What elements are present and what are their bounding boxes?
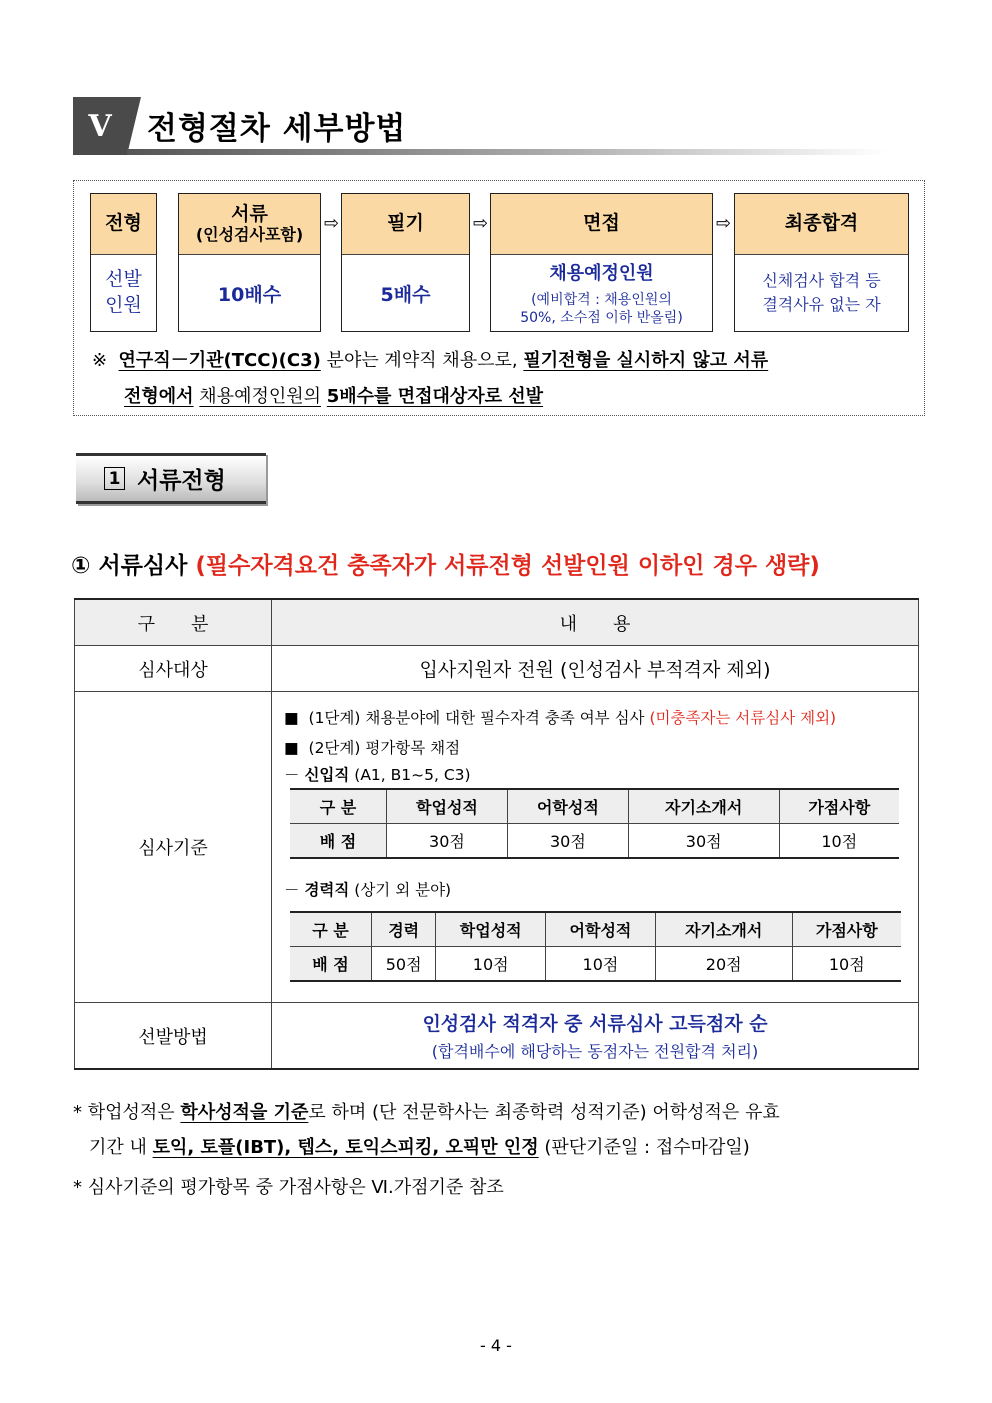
new-hire-label: － 신입직 (A1, B1~5, C3) bbox=[284, 766, 471, 784]
step-subnote-1: (예비합격 : 채용인원의 bbox=[531, 291, 672, 308]
new-hire-score-table bbox=[290, 788, 899, 859]
section-title: 전형절차 세부방법 bbox=[147, 111, 407, 147]
criteria-step2: ■ (2단계) 평가항목 채점 bbox=[284, 739, 461, 757]
step-value: 10배수 bbox=[217, 283, 282, 306]
step-subnote-2: 50%, 소수점 이하 반올림) bbox=[520, 310, 683, 326]
process-step-document bbox=[178, 193, 321, 332]
process-row-label bbox=[90, 193, 157, 332]
row-value-target: 입사지원자 전원 (인성검사 부적격자 제외) bbox=[272, 646, 919, 692]
table-row bbox=[75, 692, 919, 1003]
step-title: 서류 bbox=[231, 202, 268, 225]
row-label-criteria: 심사기준 bbox=[75, 692, 272, 1003]
table-row bbox=[75, 646, 919, 692]
screening-table bbox=[74, 598, 919, 1070]
step-value: 채용예정인원 bbox=[549, 262, 654, 284]
step-title-sub: (인성검사포함) bbox=[195, 224, 304, 244]
subsection-number: 1 bbox=[104, 467, 125, 490]
header-category: 구 분 bbox=[75, 599, 272, 646]
criteria-cell bbox=[272, 692, 919, 1003]
header-content: 내 용 bbox=[272, 599, 919, 646]
experienced-score-table bbox=[290, 911, 901, 982]
arrow-icon: ⇨ bbox=[324, 213, 340, 234]
step-value-line1: 신체검사 합격 등 bbox=[762, 271, 881, 290]
table-header-row bbox=[75, 599, 919, 646]
row-label-method: 선발방법 bbox=[75, 1003, 272, 1070]
row-value-method: 인성검사 적격자 중 서류심사 고득점자 순 (합격배수에 해당하는 동점자는 전원합격 처리) bbox=[272, 1003, 919, 1070]
bullet-icon: ■ bbox=[284, 739, 299, 757]
footnote-2: * 심사기준의 평가항목 중 가점사항은 Ⅵ.가점기준 참조 bbox=[73, 1177, 504, 1198]
subsection-label bbox=[76, 453, 266, 504]
section-header bbox=[73, 97, 888, 157]
page-number: - 4 - bbox=[480, 1336, 512, 1355]
step-title: 면접 bbox=[491, 194, 712, 255]
footnote-1-line1: * 학업성적은 학사성적을 기준로 하며 (단 전문학사는 최종학력 성적기준) 어학성적은 유효 bbox=[73, 1102, 780, 1123]
process-note-line1: ※ 연구직－기관(TCC)(C3) 분야는 계약직 채용으로, 필기전형을 실시하지 않고 서류 bbox=[92, 350, 769, 371]
step-title: 필기 bbox=[342, 194, 469, 255]
score-row: 배 점 50점 10점 10점 20점 10점 bbox=[290, 947, 901, 982]
item-title: ① 서류심사 (필수자격요건 충족자가 서류전형 선발인원 이하인 경우 생략) bbox=[71, 553, 820, 579]
process-label-line2: 인원 bbox=[105, 294, 142, 316]
score-header-row: 구 분 학업성적 어학성적 자기소개서 가점사항 bbox=[290, 789, 899, 824]
subsection-title: 서류전형 bbox=[137, 468, 226, 494]
item-note: (필수자격요건 충족자가 서류전형 선발인원 이하인 경우 생략) bbox=[195, 553, 820, 579]
process-step-written bbox=[341, 193, 470, 332]
experienced-label: － 경력직 (상기 외 분야) bbox=[284, 881, 452, 899]
process-label-top: 전형 bbox=[91, 194, 156, 255]
step-title: 최종합격 bbox=[735, 194, 908, 255]
process-step-interview bbox=[490, 193, 713, 332]
criteria-step1: ■ (1단계) 채용분야에 대한 필수자격 충족 여부 심사 (미충족자는 서류심사 제외) bbox=[284, 709, 837, 727]
process-label-line1: 선발 bbox=[105, 268, 142, 291]
process-note-line2: 전형에서 채용예정인원의 5배수를 면접대상자로 선발 bbox=[124, 386, 544, 407]
step-value-line2: 결격사유 없는 자 bbox=[762, 295, 881, 314]
step-value: 5배수 bbox=[380, 283, 431, 306]
footnote-1-line2: 기간 내 토익, 토플(IBT), 텝스, 토익스피킹, 오픽만 인정 (판단기준일 : 접수마감일) bbox=[89, 1137, 750, 1158]
section-number: V bbox=[73, 97, 127, 155]
bullet-icon: ■ bbox=[284, 709, 299, 727]
score-row: 배 점 30점 30점 30점 10점 bbox=[290, 824, 899, 859]
score-header-row: 구 분 경력 학업성적 어학성적 자기소개서 가점사항 bbox=[290, 912, 901, 947]
arrow-icon: ⇨ bbox=[716, 213, 732, 234]
section-underline bbox=[127, 149, 887, 155]
arrow-icon: ⇨ bbox=[473, 213, 489, 234]
table-row bbox=[75, 1003, 919, 1070]
process-step-final bbox=[734, 193, 909, 332]
row-label-target: 심사대상 bbox=[75, 646, 272, 692]
